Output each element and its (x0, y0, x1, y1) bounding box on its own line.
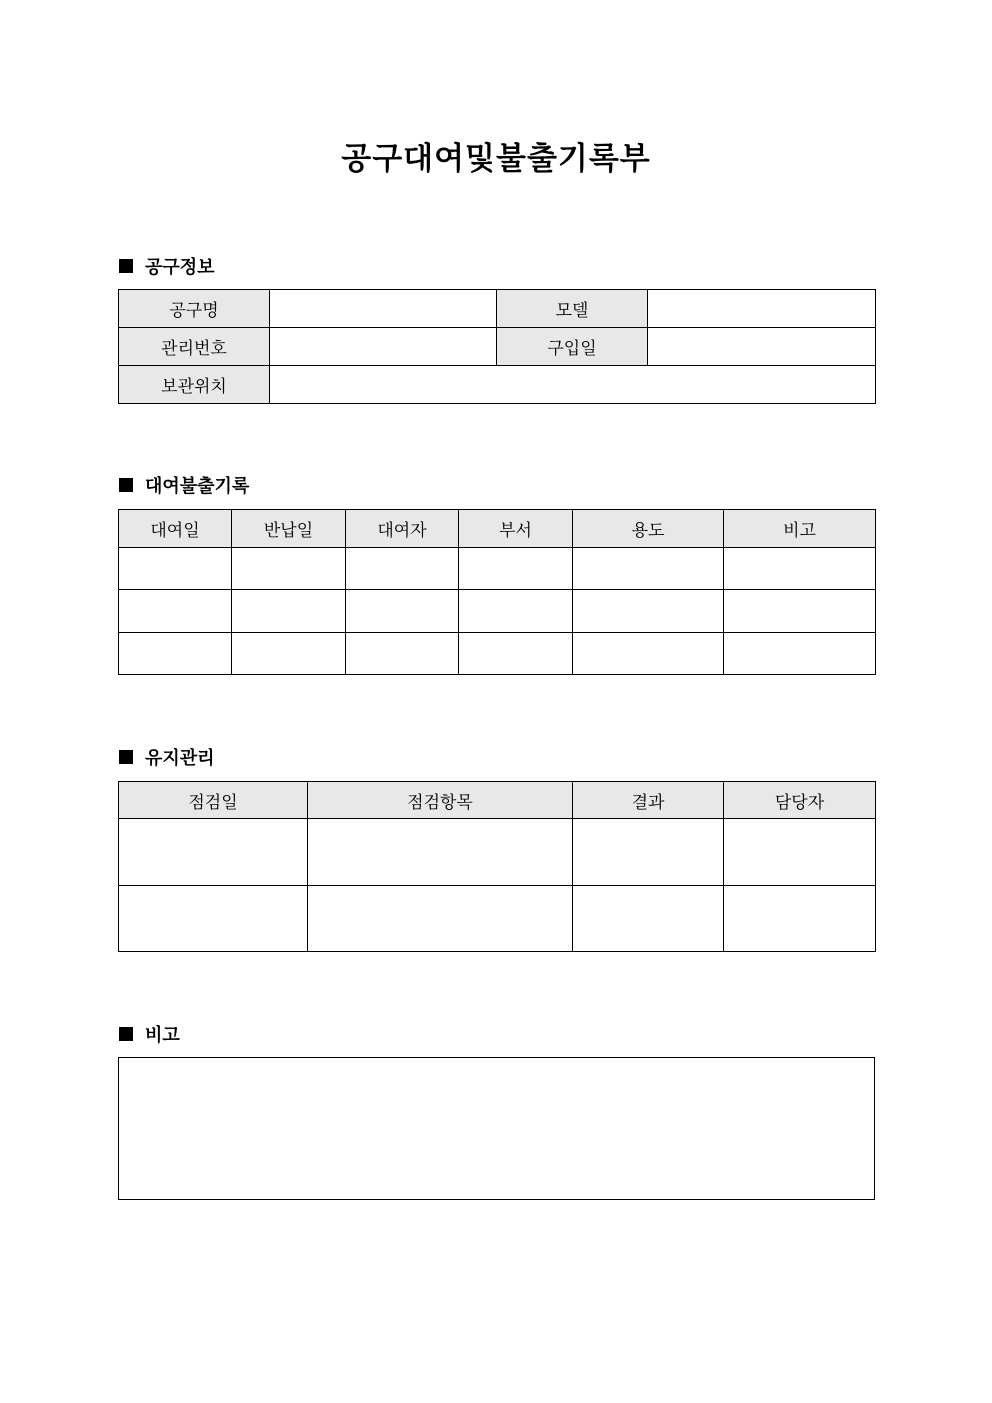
column-header: 반납일 (232, 510, 346, 548)
table-cell[interactable] (232, 548, 346, 590)
column-header: 대여자 (346, 510, 459, 548)
table-row (119, 886, 876, 952)
column-header: 담당자 (724, 782, 876, 819)
column-header: 점검항목 (308, 782, 573, 819)
table-cell[interactable] (232, 590, 346, 633)
table-cell[interactable] (724, 633, 876, 675)
column-header: 용도 (573, 510, 724, 548)
table-cell[interactable] (573, 590, 724, 633)
table-row (119, 548, 876, 590)
section-remarks-heading (119, 1021, 180, 1047)
table-cell[interactable] (724, 819, 876, 886)
table-cell[interactable] (346, 590, 459, 633)
square-bullet-icon (119, 478, 133, 492)
table-row (119, 590, 876, 633)
column-header: 대여일 (119, 510, 232, 548)
table-cell[interactable] (573, 548, 724, 590)
square-bullet-icon (119, 750, 133, 764)
model-field[interactable] (648, 290, 876, 328)
section-maintenance-heading (119, 744, 215, 770)
management-number-field[interactable] (270, 328, 497, 366)
section-title: 유지관리 (145, 748, 215, 769)
table-cell[interactable] (119, 886, 308, 952)
square-bullet-icon (119, 1027, 133, 1041)
page-title: 공구대여및불출기록부 (341, 141, 651, 177)
column-header: 결과 (573, 782, 724, 819)
column-header: 점검일 (119, 782, 308, 819)
tool-name-field[interactable] (270, 290, 497, 328)
label-storage-location: 보관위치 (119, 366, 270, 404)
table-cell[interactable] (573, 819, 724, 886)
rental-log-table (118, 509, 876, 675)
storage-location-field[interactable] (270, 366, 876, 404)
table-cell[interactable] (346, 548, 459, 590)
table-cell[interactable] (308, 886, 573, 952)
table-row (119, 819, 876, 886)
section-rental-heading (119, 472, 249, 498)
table-cell[interactable] (724, 590, 876, 633)
label-purchase-date: 구입일 (497, 328, 648, 366)
label-model: 모델 (497, 290, 648, 328)
section-tool-info-heading (119, 253, 215, 279)
table-cell[interactable] (459, 633, 573, 675)
table-cell[interactable] (573, 633, 724, 675)
label-management-number: 관리번호 (119, 328, 270, 366)
table-cell[interactable] (459, 548, 573, 590)
section-title: 공구정보 (145, 257, 215, 278)
table-cell[interactable] (724, 548, 876, 590)
tool-info-table (118, 289, 876, 404)
column-header: 부서 (459, 510, 573, 548)
table-cell[interactable] (119, 819, 308, 886)
table-cell[interactable] (232, 633, 346, 675)
table-cell[interactable] (119, 548, 232, 590)
table-cell[interactable] (573, 886, 724, 952)
table-cell[interactable] (119, 633, 232, 675)
table-row (119, 633, 876, 675)
maintenance-table (118, 781, 876, 952)
table-cell[interactable] (119, 590, 232, 633)
column-header: 비고 (724, 510, 876, 548)
table-cell[interactable] (724, 886, 876, 952)
section-title: 대여불출기록 (145, 476, 250, 497)
table-cell[interactable] (308, 819, 573, 886)
table-cell[interactable] (346, 633, 459, 675)
label-tool-name: 공구명 (119, 290, 270, 328)
remarks-box[interactable] (118, 1057, 875, 1200)
purchase-date-field[interactable] (648, 328, 876, 366)
square-bullet-icon (119, 259, 133, 273)
section-title: 비고 (145, 1025, 180, 1046)
table-cell[interactable] (459, 590, 573, 633)
